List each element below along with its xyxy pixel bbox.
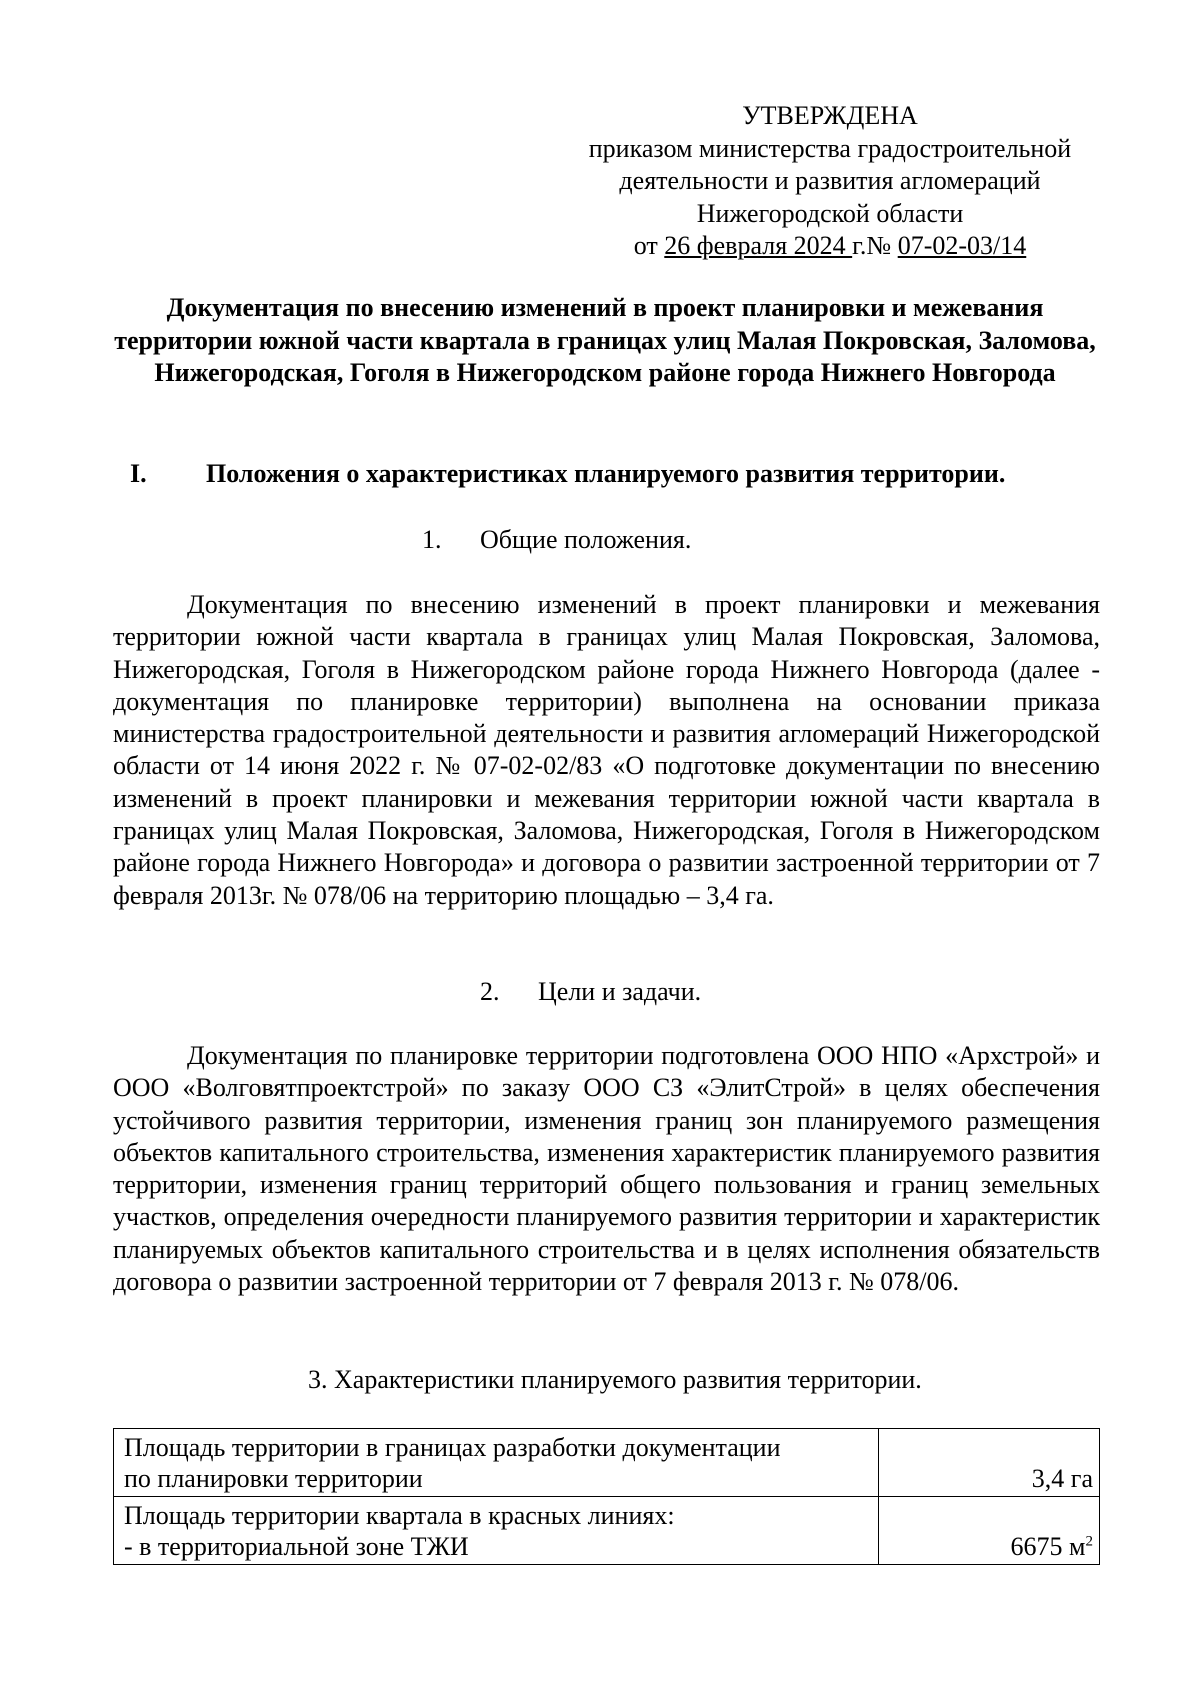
approval-block <box>540 100 1120 263</box>
row-label-line: - в территориальной зоне ТЖИ <box>124 1532 469 1561</box>
approval-number-prefix: № <box>866 231 898 260</box>
approval-line: Нижегородской области <box>696 198 964 228</box>
row-value: 6675 м <box>1010 1532 1086 1561</box>
subsection-number: 2. <box>480 977 500 1006</box>
row-label-line: Площадь территории квартала в красных линиях: <box>124 1501 675 1530</box>
approval-date-line <box>540 230 1120 263</box>
characteristics-table <box>113 1428 1100 1565</box>
approval-status: УТВЕРЖДЕНА <box>742 101 918 130</box>
subsection-title: Цели и задачи. <box>538 977 702 1006</box>
document-title: Документация по внесению изменений в проект планировки и межевания территории южной части квартала в границах улиц Малая Покровская, Заломова, Нижегородская, Гоголя в Нижегородском районе города Нижнего Новгорода <box>114 293 1096 387</box>
subsection-heading-characteristics: 3. Характеристики планируемого развития территории. <box>308 1365 922 1394</box>
approval-line: деятельности и развития агломераций <box>619 166 1041 195</box>
unit-superscript: 2 <box>1085 1533 1093 1550</box>
approval-date-prefix: от <box>633 231 665 260</box>
section-title: Положения о характеристиках планируемого развития территории. <box>206 459 1006 488</box>
row-value: 3,4 га <box>1031 1464 1093 1493</box>
table-row <box>114 1497 1100 1565</box>
row-label-line: по планировки территории <box>124 1464 423 1493</box>
approval-date: 26 февраля 2024 <box>664 231 853 260</box>
section-number: I. <box>130 459 147 488</box>
table-row <box>114 1429 1100 1497</box>
table-cell-label <box>114 1429 879 1497</box>
row-label-line: Площадь территории в границах разработки документации <box>124 1433 781 1462</box>
table-cell-value <box>879 1497 1100 1565</box>
subsection-title: Общие положения. <box>480 525 692 554</box>
paragraph-general: Документация по внесению изменений в проект планировки и межевания территории южной части квартала в границах улиц Малая Покровская, Заломова, Нижегородская, Гоголя в Нижегородском районе города Нижнего Новгорода (далее - документация по планировке территории) выполнена на основании приказа министерства градостроительной деятельности и развития агломераций Нижегородской области от 14 июня 2022 г. № 07-02-02/83 «О подготовке документации по внесению изменений в проект планировки и межевания территории южной части квартала в границах улиц Малая Покровская, Заломова, Нижегородская, Гоголя в Нижегородском районе города Нижнего Новгорода» и договора о развитии застроенной территории от 7 февраля 2013г. № 078/06 на территорию площадью – 3,4 га. <box>113 590 1100 910</box>
subsection-number: 1. <box>422 525 442 554</box>
approval-date-suffix: г. <box>852 231 867 260</box>
approval-line: приказом министерства градостроительной <box>588 133 1072 163</box>
table-cell-label <box>114 1497 879 1565</box>
approval-number: 07-02-03/14 <box>897 231 1027 260</box>
paragraph-goals: Документация по планировке территории подготовлена ООО НПО «Архстрой» и ООО «Волговятпроектстрой» по заказу ООО СЗ «ЭлитСтрой» в целях обеспечения устойчивого развития территории, изменения границ зон планируемого размещения объектов капитального строительства, изменения характеристик планируемого развития территории, изменения границ территорий общего пользования и границ земельных участков, определения очередности планируемого развития территории и характеристик планируемых объектов капитального строительства и в целях исполнения обязательств договора о развитии застроенной территории от 7 февраля 2013 г. № 078/06. <box>113 1041 1100 1297</box>
subsection-heading-general <box>422 524 691 556</box>
section-heading <box>130 458 1120 490</box>
subsection-heading-goals <box>480 976 701 1008</box>
table-cell-value <box>879 1429 1100 1497</box>
